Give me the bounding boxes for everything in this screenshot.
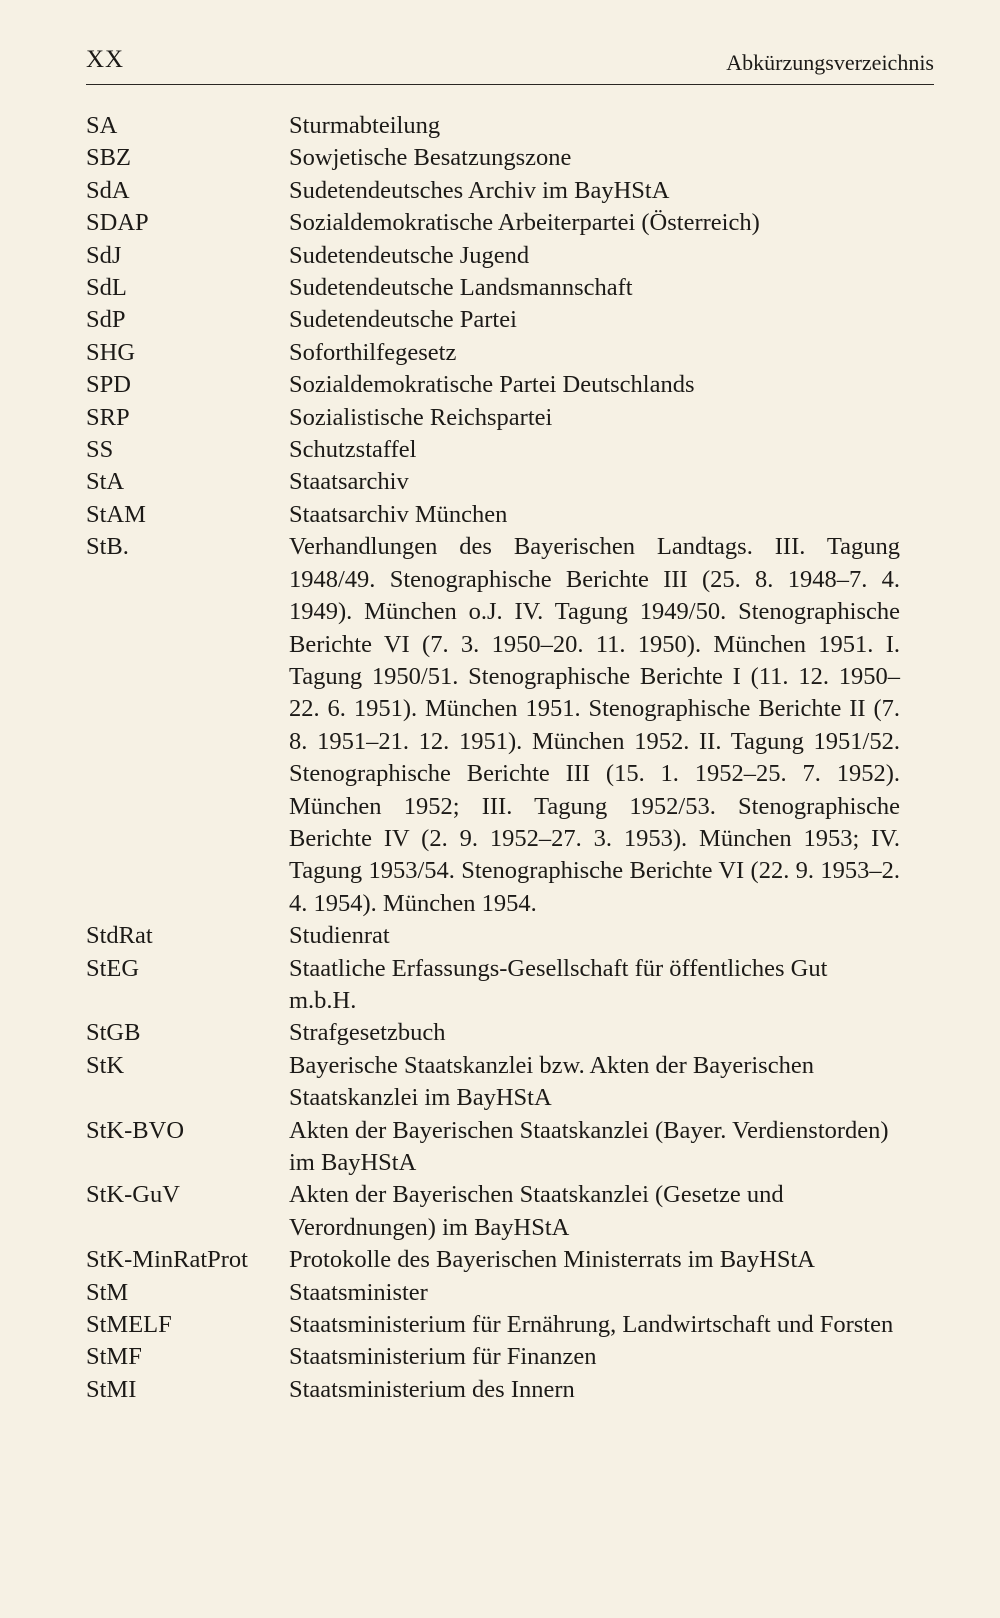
abbreviation: StMELF (86, 1311, 172, 1339)
abbreviation-entry (86, 434, 934, 466)
abbreviation-list (86, 110, 934, 1406)
abbreviation-entry (86, 207, 934, 239)
abbreviation-definition: Sozialdemokratische Partei Deutschlands (289, 371, 695, 399)
abbreviation-definition: Sturmabteilung (289, 112, 441, 139)
abbreviation-definition: Sozialdemokratische Arbeiterpartei (Österreich) (289, 209, 760, 237)
abbreviation: SdL (86, 274, 127, 302)
abbreviation-definition: Akten der Bayerischen Staatskanzlei (Bayer. Verdienstorden) im BayHStA (289, 1116, 889, 1176)
abbreviation-definition: Staatsministerium für Ernährung, Landwirtschaft und Forsten (289, 1311, 894, 1339)
abbreviation-definition: Verhandlungen des Bayerischen Landtags. III. Tagung 1948/49. Stenographische Berichte III (25. 8. 1948–7. 4. 1949). München o.J. IV. Tagung 1949/50. Stenographische Berichte VI (7. 3. 1950–20. 11. 1950). München 1951. I. Tagung 1950/51. Stenographische Berichte I (11. 12. 1950–22. 6. 1951). München 1951. Stenographische Berichte II (7. 8. 1951–21. 12. 1951). München 1952. II. Tagung 1951/52. Stenographische Berichte III (15. 1. 1952–25. 7. 1952). München 1952; III. Tagung 1952/53. Stenographische Berichte IV (2. 9. 1952–27. 3. 1953). München 1953; IV. Tagung 1953/54. Stenographische Berichte VI (22. 9. 1953–2. 4. 1954). München 1954. (289, 533, 900, 917)
abbreviation-entry (86, 1017, 934, 1049)
abbreviation: SdJ (86, 241, 122, 269)
abbreviation: SRP (86, 403, 130, 431)
abbreviation-entry (86, 1341, 934, 1373)
abbreviation-definition: Staatliche Erfassungs-Gesellschaft für öffentliches Gut m.b.H. (289, 954, 828, 1014)
abbreviation-entry (86, 402, 934, 434)
abbreviation: StdRat (86, 922, 153, 950)
abbreviation-entry (86, 337, 934, 369)
abbreviation-entry (86, 920, 934, 952)
abbreviation-definition: Sudetendeutsche Partei (289, 306, 517, 334)
abbreviation-definition: Staatsministerium des Innern (289, 1375, 575, 1403)
abbreviation: StA (86, 468, 125, 496)
abbreviation-entry (86, 1115, 934, 1180)
abbreviation: SDAP (86, 209, 149, 237)
abbreviation-definition: Akten der Bayerischen Staatskanzlei (Gesetze und Verordnungen) im BayHStA (289, 1181, 784, 1241)
abbreviation-entry (86, 466, 934, 498)
abbreviation: StK-MinRatProt (86, 1246, 248, 1274)
abbreviation: SS (86, 436, 114, 464)
abbreviation-entry (86, 1244, 934, 1276)
abbreviation-definition: Sudetendeutsche Jugend (289, 241, 530, 269)
abbreviation: SPD (86, 371, 131, 399)
abbreviation-definition: Sudetendeutsches Archiv im BayHStA (289, 176, 670, 204)
page-number: XX (86, 46, 125, 73)
abbreviation-definition: Bayerische Staatskanzlei bzw. Akten der Bayerischen Staatskanzlei im BayHStA (289, 1051, 814, 1112)
abbreviation-definition: Soforthilfegesetz (289, 338, 457, 366)
abbreviation-entry (86, 1309, 934, 1341)
abbreviation-entry (86, 1277, 934, 1309)
abbreviation-definition: Studienrat (289, 922, 390, 950)
abbreviation-entry (86, 240, 934, 272)
abbreviation-entry (86, 142, 934, 174)
abbreviation: SdA (86, 176, 130, 204)
abbreviation: StK (86, 1051, 125, 1079)
abbreviation: StM (86, 1278, 129, 1306)
abbreviation-entry (86, 953, 934, 1018)
abbreviation-definition: Staatsarchiv München (289, 500, 508, 528)
abbreviation-entry (86, 1050, 934, 1115)
abbreviation: StK-GuV (86, 1181, 180, 1209)
abbreviation: StMI (86, 1375, 137, 1403)
abbreviation: StK-BVO (86, 1116, 185, 1144)
abbreviation-entry (86, 531, 934, 920)
abbreviation: StB. (86, 533, 129, 561)
abbreviation-definition: Staatsministerium für Finanzen (289, 1343, 597, 1371)
abbreviation-entry (86, 499, 934, 531)
running-title: Abkürzungsverzeichnis (726, 50, 934, 75)
abbreviation: StGB (86, 1019, 141, 1047)
abbreviation: StAM (86, 500, 146, 528)
abbreviation: StMF (86, 1343, 142, 1371)
abbreviation-definition: Staatsarchiv (289, 468, 409, 496)
abbreviation-definition: Schutzstaffel (289, 436, 417, 464)
abbreviation-entry (86, 369, 934, 401)
abbreviation-definition: Staatsminister (289, 1278, 428, 1306)
abbreviation-entry (86, 1179, 934, 1244)
abbreviation-definition: Protokolle des Bayerischen Ministerrats im BayHStA (289, 1246, 815, 1274)
abbreviation: SHG (86, 338, 136, 366)
abbreviation-definition: Sozialistische Reichspartei (289, 403, 553, 431)
abbreviation-definition: Sudetendeutsche Landsmannschaft (289, 274, 633, 302)
abbreviation-entry (86, 175, 934, 207)
abbreviation-entry (86, 110, 934, 142)
abbreviation-entry (86, 304, 934, 336)
abbreviation-entry (86, 272, 934, 304)
abbreviation-entry (86, 1374, 934, 1406)
abbreviation: StEG (86, 954, 140, 982)
running-header (86, 44, 934, 85)
abbreviation-definition: Sowjetische Besatzungszone (289, 144, 572, 172)
abbreviation: SdP (86, 306, 126, 334)
abbreviation: SA (86, 112, 118, 139)
abbreviation: SBZ (86, 144, 131, 172)
abbreviation-definition: Strafgesetzbuch (289, 1019, 446, 1047)
